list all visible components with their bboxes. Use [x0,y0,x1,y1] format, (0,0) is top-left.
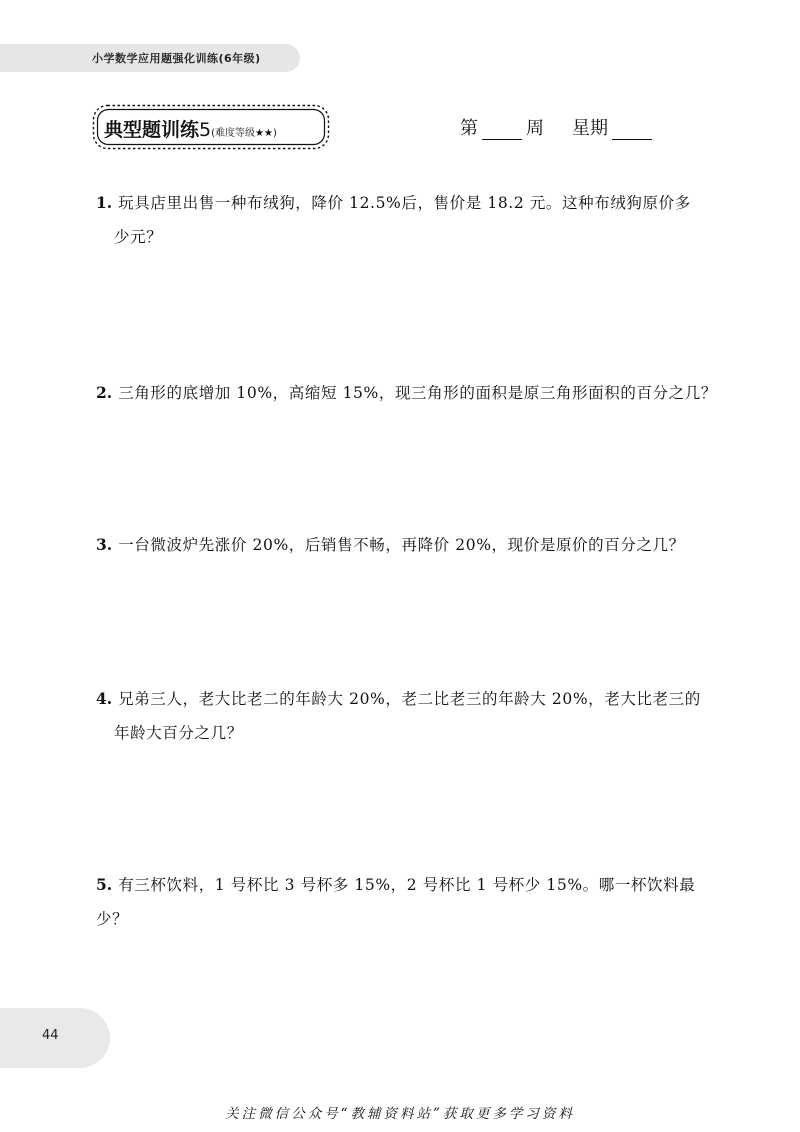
question-number: 1. [96,193,113,212]
question-number: 4. [96,689,113,708]
book-title: 小学数学应用题强化训练(6年级) [92,52,261,65]
question-2 [96,376,722,410]
question-number: 5. [96,875,113,894]
question-text: 兄弟三人，老大比老二的年龄大 20%，老二比老三的年龄大 20%，老大比老三的 [118,690,701,708]
question-text: 少元？ [114,228,163,246]
week-blank[interactable] [482,121,522,140]
question-3 [96,528,722,562]
question-4 [96,682,722,750]
section-number: 5 [199,119,212,141]
question-text: 年龄大百分之几？ [114,724,243,742]
question-5 [96,868,722,936]
difficulty-label: (难度等级★★) [211,128,277,139]
footer-note: 关注微信公众号“教辅资料站”获取更多学习资料 [225,1106,575,1122]
question-text: 有三杯饮料，1 号杯比 3 号杯多 15%，2 号杯比 1 号杯少 15%。哪一杯饮料最少？ [96,876,696,928]
question-number: 2. [96,383,113,402]
question-1 [96,186,722,254]
day-label: 星期 [572,118,608,139]
week-suffix: 周 [526,118,544,139]
section-title [104,115,277,142]
question-text: 三角形的底增加 10%，高缩短 15%，现三角形的面积是原三角形面积的百分之几？ [118,384,717,402]
question-text: 玩具店里出售一种布绒狗，降价 12.5%后，售价是 18.2 元。这种布绒狗原价多 [118,194,691,212]
question-text: 一台微波炉先涨价 20%，后销售不畅，再降价 20%，现价是原价的百分之几？ [118,536,685,554]
schedule-fill [460,114,652,140]
week-prefix: 第 [460,118,478,139]
day-blank[interactable] [612,121,652,140]
question-number: 3. [96,535,113,554]
section-title-box [92,104,330,150]
section-title-text: 典型题训练 [104,119,200,141]
page-number: 44 [42,1028,59,1043]
